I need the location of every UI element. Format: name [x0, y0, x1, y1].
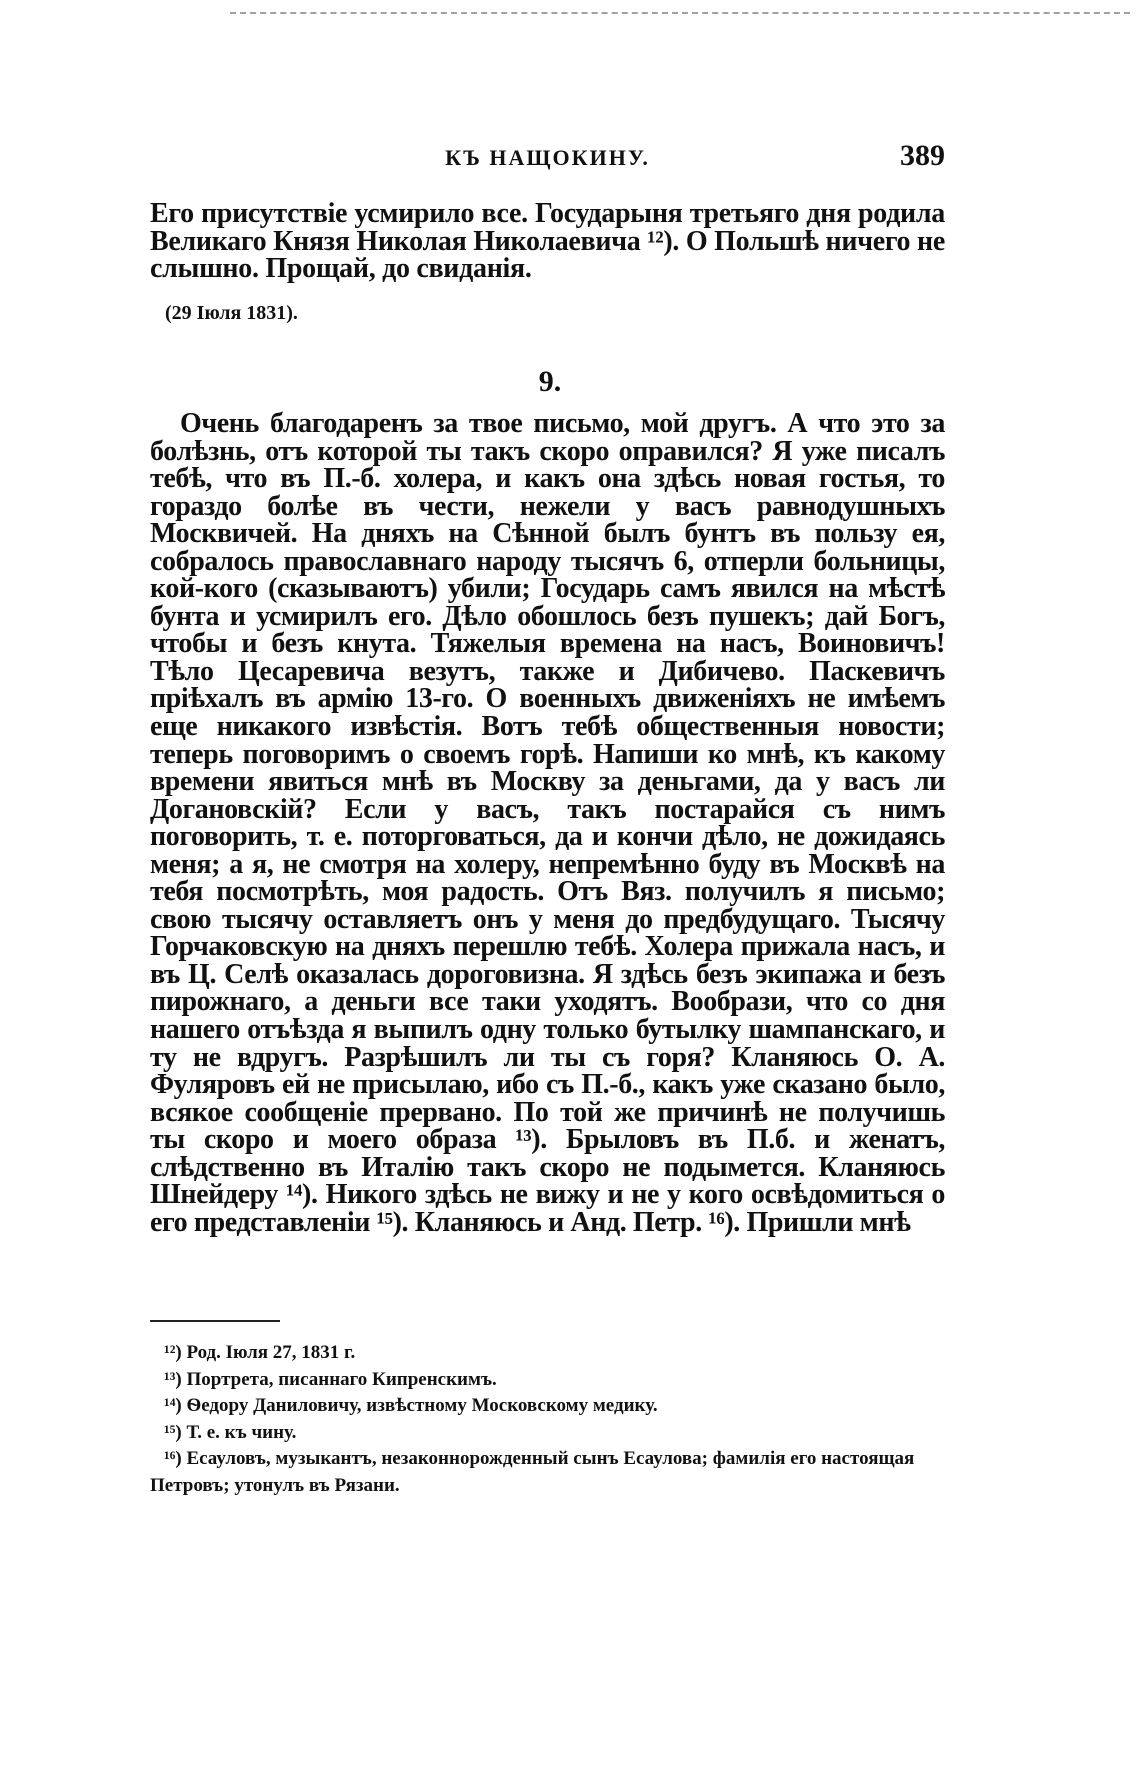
letter-text: Очень благодаренъ за твое письмо, мой другъ. А что это за болѣзнь, отъ которой ты такъ скоро оправился? Я уже писалъ тебѣ, что въ П.-б. холера, и какъ она здѣсь новая гостья, то гораздо болѣе въ чести, нежели у васъ равнодушныхъ Москвичей. На дняхъ на Сѣнной былъ бунтъ въ пользу ея, собралось православнаго народу тысячъ 6, отперли больницы, кой-кого (сказываютъ) убили; Государь самъ явился на мѣстѣ бунта и усмирилъ его. Дѣло обошлось безъ пушекъ; дай Богъ, чтобы и безъ кнута. Тяжелыя времена на насъ, Воиновичъ! Тѣло Цесаревича везутъ, также и Дибичево. Паскевичъ пріѣхалъ въ армію 13-го. О военныхъ движеніяхъ не имѣемъ еще никакого извѣстія. Вотъ тебѣ общественныя новости; теперь поговоримъ о своемъ горѣ. Напиши ко мнѣ, къ какому времени явиться мнѣ въ Москву за деньгами, да у васъ ли Догановскій? Если у васъ, такъ постарайся съ нимъ поговорить, т. е. поторговаться, да и кончи дѣло, не дожидаясь меня; а я, не смотря на холеру, непремѣнно буду въ Москвѣ на тебя посмотрѣть, моя радость. Отъ Вяз. получилъ я письмо; свою тысячу оставляетъ онъ у меня до предбудущаго. Тысячу Горчаковскую на дняхъ перешлю тебѣ. Холера прижала насъ, и въ Ц. Селѣ оказалась дороговизна. Я здѣсь безъ экипажа и безъ пирожнаго, а деньги все таки уходятъ. Вообрази, что со дня нашего отъѣзда я выпилъ одну только бутылку шампанскаго, и ту не вдругъ. Разрѣшилъ ли ты съ горя? Кланяюсь О. А. Фуляровъ ей не присылаю, ибо съ П.-б., какъ уже сказано было, всякое сообщеніе прервано. По той же причинѣ не получишь ты скоро и моего образа ¹³). Брыловъ въ П.б. и женатъ, слѣдственно въ Италію такъ скоро не подымется. Кланяюсь Шнейдеру ¹⁴). Никого здѣсь не вижу и не у кого освѣдомиться о его представленіи ¹⁵). Кланяюсь и Анд. Петр. ¹⁶). Пришли мнѣ	[150, 408, 945, 1238]
page-header	[150, 139, 945, 185]
footnote: ¹²) Род. Іюля 27, 1831 г.	[164, 1342, 356, 1363]
footnote: ¹⁴) Ѳедору Даниловичу, извѣстному Московскому медику.	[164, 1395, 658, 1416]
footnote: ¹⁶) Есауловъ, музыкантъ, незаконнорожденный сынъ Есаулова; фамилія его настоящая Петровъ; утонулъ въ Рязани.	[150, 1448, 915, 1496]
page-number: 389	[900, 139, 945, 172]
letter-date: (29 Іюля 1831).	[165, 302, 298, 324]
letter-body	[150, 410, 945, 1236]
previous-letter-ending	[150, 200, 945, 283]
previous-letter-text: Его присутствіе усмирило все. Государыня третьяго дня родила Великаго Князя Николая Николаевича ¹²). О Польшѣ ничего не слышно. Прощай, до свиданія.	[150, 198, 945, 285]
footnote: ¹⁵) Т. е. къ чину.	[164, 1421, 297, 1443]
letter-number: 9.	[538, 365, 562, 398]
footnotes	[150, 1340, 950, 1499]
top-edge-rule	[230, 12, 1130, 16]
footnote: ¹³) Портрета, писаннаго Кипренскимъ.	[164, 1368, 497, 1390]
footnote-rule	[150, 1320, 280, 1322]
running-title: КЪ НАЩОКИНУ.	[445, 145, 650, 170]
